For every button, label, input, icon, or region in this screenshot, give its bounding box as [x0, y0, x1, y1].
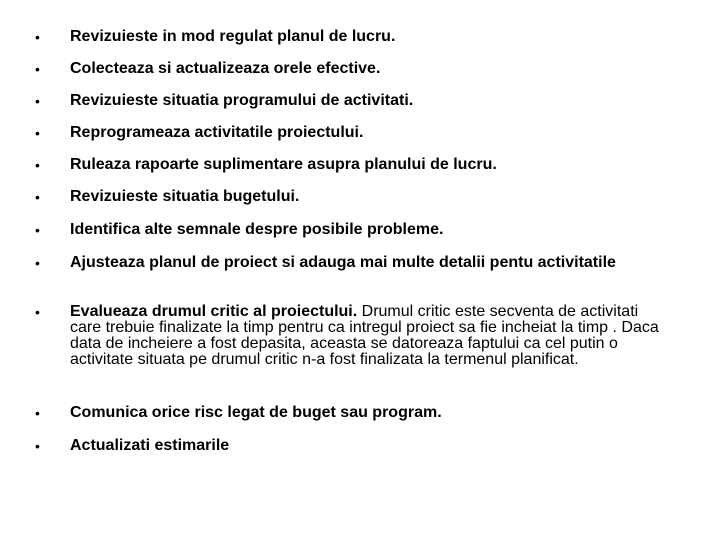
bullet-text: Revizuieste in mod regulat planul de lucru.: [70, 28, 396, 45]
bullet-text: Identifica alte semnale despre posibile probleme.: [70, 221, 444, 238]
bullet-dot: •: [35, 29, 40, 45]
bullet-text: Colecteaza si actualizeaza orele efective.: [70, 60, 381, 77]
bullet-dot: •: [35, 405, 40, 421]
bullet-dot: •: [35, 61, 40, 77]
bullet-text-bold: Evalueaza drumul critic al proiectului.: [70, 303, 358, 320]
bullet-text-normal: Drumul critic este secventa de activitati care trebuie finalizate la timp pentru ca intregul proiect sa fie incheiat la timp . Daca data de incheiere a fost depasita, aceasta se datoreaza faptului ca cel putin o activitate situata pe drumul critic n-a fost finalizata la termenul planificat.: [70, 303, 659, 368]
bullet-text: [70, 304, 660, 368]
bullet-dot: •: [35, 93, 40, 109]
bullet-dot: •: [35, 189, 40, 205]
bullet-dot: •: [35, 222, 40, 238]
bullet-text: Comunica orice risc legat de buget sau program.: [70, 404, 442, 421]
bullet-text: Revizuieste situatia programului de activitati.: [70, 92, 414, 109]
bullet-text: Ruleaza rapoarte suplimentare asupra planului de lucru.: [70, 156, 497, 173]
bullet-dot: •: [35, 304, 40, 320]
bullet-dot: •: [35, 125, 40, 141]
bullet-dot: •: [35, 255, 40, 271]
bullet-text: Actualizati estimarile: [70, 437, 230, 454]
bullet-text: Revizuieste situatia bugetului.: [70, 188, 300, 205]
bullet-dot: •: [35, 157, 40, 173]
bullet-text: Reprogrameaza activitatile proiectului.: [70, 124, 364, 141]
bullet-text: Ajusteaza planul de proiect si adauga mai multe detalii pentu activitatile: [70, 254, 616, 271]
bullet-dot: •: [35, 438, 40, 454]
